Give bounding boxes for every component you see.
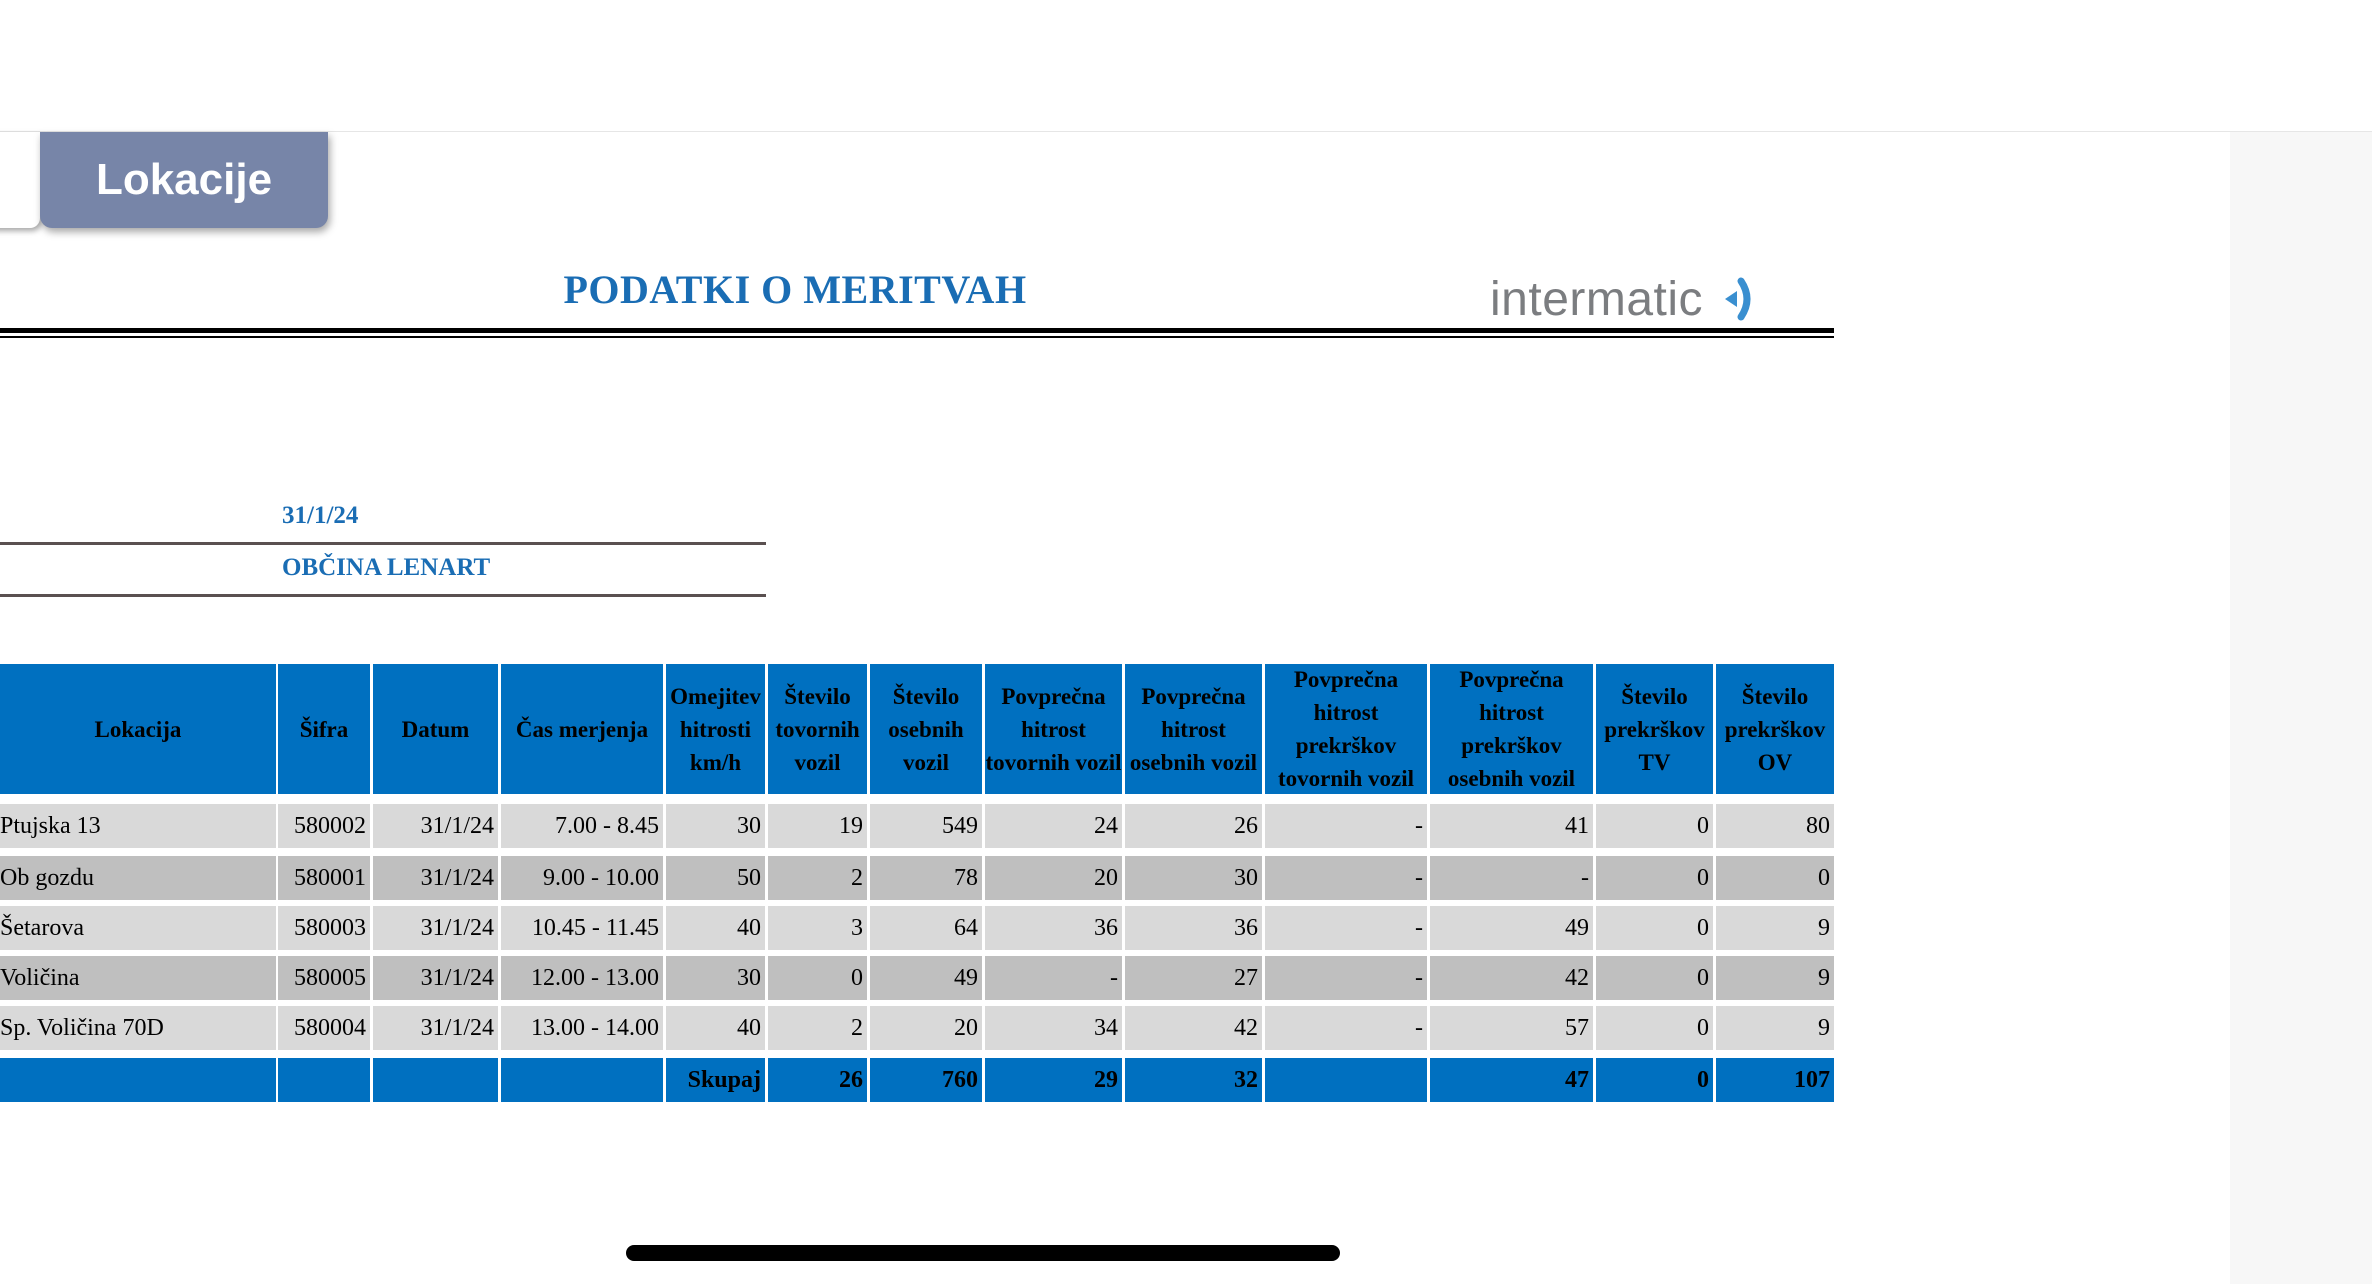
intermatic-logo <box>1490 266 1757 332</box>
top-bar <box>0 0 2372 132</box>
table-cell: 9.00 - 10.00 <box>501 856 663 900</box>
document-title: PODATKI O MERITVAH <box>563 267 1027 312</box>
table-cell: 0 <box>1596 1006 1713 1050</box>
table-cell: - <box>1265 804 1427 848</box>
tab-lokacije-label: Lokacije <box>95 155 273 204</box>
meta-divider <box>0 594 766 597</box>
column-header: Povprečna hitrost prekrškov tovornih vozil <box>1265 664 1427 794</box>
table-cell: Šetarova <box>0 906 276 950</box>
table-cell: 64 <box>870 906 982 950</box>
table-cell: Ob gozdu <box>0 856 276 900</box>
table-cell: 31/1/24 <box>373 956 498 1000</box>
table-cell: 36 <box>1125 906 1262 950</box>
column-header: Lokacija <box>0 664 276 794</box>
column-header: Povprečna hitrost osebnih vozil <box>1125 664 1262 794</box>
table-cell: 49 <box>1430 906 1593 950</box>
table-cell: 42 <box>1430 956 1593 1000</box>
table-cell: 30 <box>666 804 765 848</box>
table-cell: 7.00 - 8.45 <box>501 804 663 848</box>
table-cell: 12.00 - 13.00 <box>501 956 663 1000</box>
total-cell: 760 <box>870 1058 982 1102</box>
table-cell: 0 <box>1596 956 1713 1000</box>
table-cell: 26 <box>1125 804 1262 848</box>
column-header: Čas merjenja <box>501 664 663 794</box>
table-cell: 30 <box>666 956 765 1000</box>
table-cell: 580002 <box>278 804 370 848</box>
table-cell: - <box>1265 1006 1427 1050</box>
table-cell: 31/1/24 <box>373 1006 498 1050</box>
column-header: Število osebnih vozil <box>870 664 982 794</box>
column-header: Število prekrškov TV <box>1596 664 1713 794</box>
table-cell: 57 <box>1430 1006 1593 1050</box>
table-cell: 40 <box>666 906 765 950</box>
table-cell: 50 <box>666 856 765 900</box>
table-cell: 9 <box>1716 956 1834 1000</box>
total-cell: 0 <box>1596 1058 1713 1102</box>
table-cell: 2 <box>768 856 867 900</box>
table-cell: 30 <box>1125 856 1262 900</box>
table-cell: 20 <box>985 856 1122 900</box>
table-cell: 36 <box>985 906 1122 950</box>
tab-lokacije[interactable] <box>40 132 328 228</box>
table-cell: 13.00 - 14.00 <box>501 1006 663 1050</box>
column-header: Povprečna hitrost prekrškov osebnih vozil <box>1430 664 1593 794</box>
table-cell: Voličina <box>0 956 276 1000</box>
table-cell: 0 <box>1596 804 1713 848</box>
table-cell: 24 <box>985 804 1122 848</box>
total-cell <box>0 1058 276 1102</box>
table-cell: Sp. Voličina 70D <box>0 1006 276 1050</box>
table-cell: 31/1/24 <box>373 906 498 950</box>
total-cell <box>1265 1058 1427 1102</box>
table-cell: - <box>1265 906 1427 950</box>
table-cell: 580004 <box>278 1006 370 1050</box>
total-cell: 29 <box>985 1058 1122 1102</box>
table-cell: - <box>1430 856 1593 900</box>
table-cell: 580005 <box>278 956 370 1000</box>
table-cell: 9 <box>1716 1006 1834 1050</box>
table-cell: 580001 <box>278 856 370 900</box>
table-cell: 40 <box>666 1006 765 1050</box>
table-cell: 10.45 - 11.45 <box>501 906 663 950</box>
table-cell: 49 <box>870 956 982 1000</box>
column-header: Šifra <box>278 664 370 794</box>
table-cell: 580003 <box>278 906 370 950</box>
table-cell: - <box>985 956 1122 1000</box>
municipality-name: OBČINA LENART <box>282 554 491 581</box>
right-side-panel <box>2230 132 2372 1284</box>
logo-text: intermatic <box>1490 272 1704 326</box>
table-cell: 0 <box>1596 906 1713 950</box>
total-cell: 32 <box>1125 1058 1262 1102</box>
table-cell: 80 <box>1716 804 1834 848</box>
table-cell: - <box>1265 956 1427 1000</box>
signal-icon <box>1707 269 1757 329</box>
table-cell: - <box>1265 856 1427 900</box>
table-cell: 0 <box>1716 856 1834 900</box>
column-header: Datum <box>373 664 498 794</box>
table-cell: 31/1/24 <box>373 856 498 900</box>
total-cell: 47 <box>1430 1058 1593 1102</box>
table-cell: 34 <box>985 1006 1122 1050</box>
previous-tab[interactable] <box>0 132 40 228</box>
measurement-date: 31/1/24 <box>282 502 359 529</box>
table-cell: 31/1/24 <box>373 804 498 848</box>
home-indicator[interactable] <box>626 1245 1340 1261</box>
table-cell: 9 <box>1716 906 1834 950</box>
total-cell: 107 <box>1716 1058 1834 1102</box>
meta-divider <box>0 542 766 545</box>
table-cell: 27 <box>1125 956 1262 1000</box>
column-header: Omejitev hitrosti km/h <box>666 664 765 794</box>
table-cell: 2 <box>768 1006 867 1050</box>
table-cell: 20 <box>870 1006 982 1050</box>
table-cell: 549 <box>870 804 982 848</box>
title-rule-thick <box>0 328 1834 333</box>
table-cell: 0 <box>768 956 867 1000</box>
column-header: Število prekrškov OV <box>1716 664 1834 794</box>
total-cell <box>278 1058 370 1102</box>
table-cell: 41 <box>1430 804 1593 848</box>
total-cell <box>501 1058 663 1102</box>
column-header: Število tovornih vozil <box>768 664 867 794</box>
total-label: Skupaj <box>666 1058 765 1102</box>
column-header: Povprečna hitrost tovornih vozil <box>985 664 1122 794</box>
title-rule-thin <box>0 336 1834 338</box>
total-cell: 26 <box>768 1058 867 1102</box>
table-cell: Ptujska 13 <box>0 804 276 848</box>
table-cell: 19 <box>768 804 867 848</box>
table-cell: 42 <box>1125 1006 1262 1050</box>
table-cell: 0 <box>1596 856 1713 900</box>
table-cell: 78 <box>870 856 982 900</box>
total-cell <box>373 1058 498 1102</box>
table-cell: 3 <box>768 906 867 950</box>
